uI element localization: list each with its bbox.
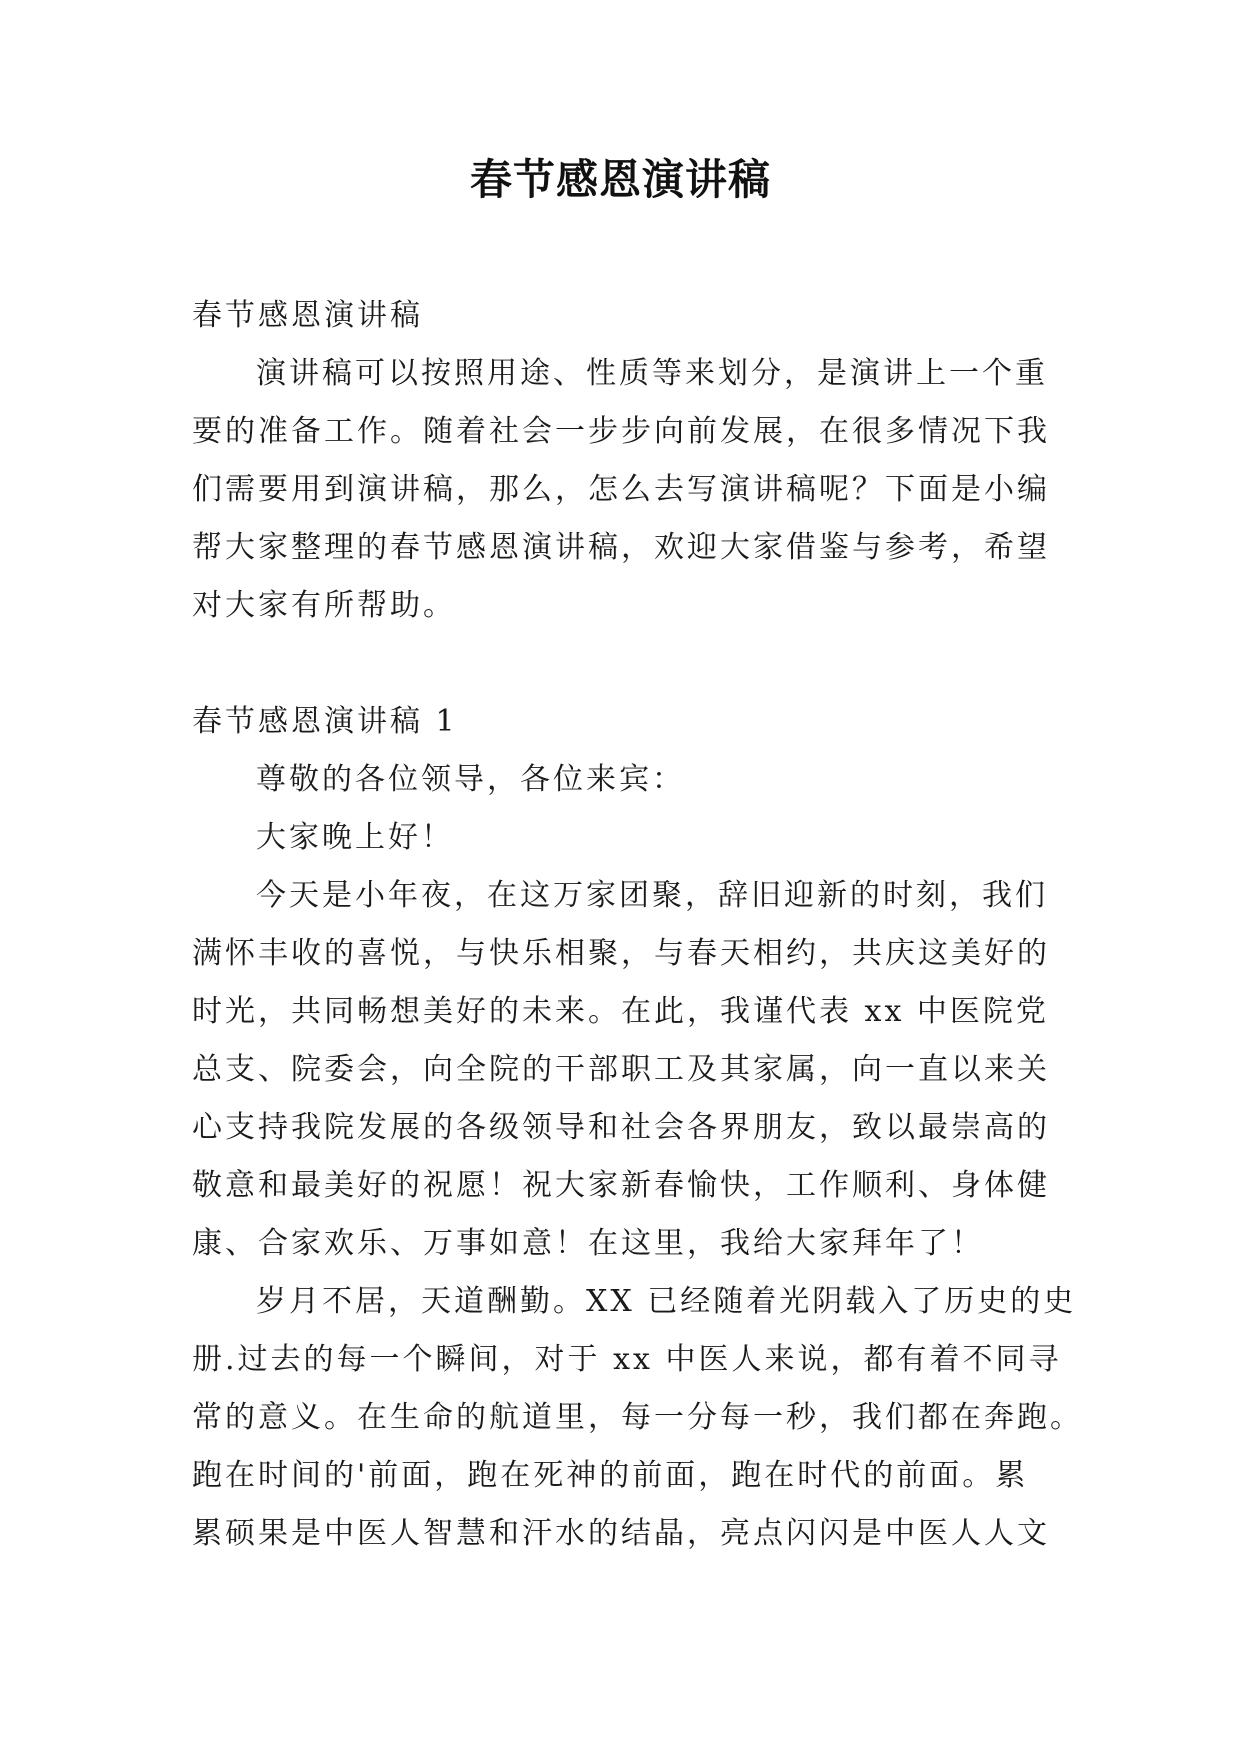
paragraph-line: 总支、院委会，向全院的干部职工及其家属，向一直以来关 (192, 1052, 1050, 1087)
paragraph-line: 敬意和最美好的祝愿！祝大家新春愉快，工作顺利、身体健 (192, 1168, 1050, 1203)
document-body (192, 287, 1083, 1563)
salutation-line: 大家晚上好！ (256, 820, 454, 855)
paragraph-spacer (192, 635, 1052, 693)
greeting-line: 尊敬的各位领导，各位来宾： (256, 762, 685, 797)
document-title: 春节感恩演讲稿 (469, 155, 771, 204)
intro-line: 对大家有所帮助。 (192, 588, 456, 623)
speech-paragraph-1 (192, 867, 1052, 1273)
paragraph-line: 康、合家欢乐、万事如意！在这里，我给大家拜年了！ (192, 1226, 984, 1261)
intro-line: 演讲稿可以按照用途、性质等来划分，是演讲上一个重 (256, 356, 1048, 391)
paragraph-line: 常的意义。在生命的航道里，每一分每一秒，我们都在奔跑。 (192, 1400, 1083, 1435)
paragraph-line: 跑在时间的'前面，跑在死神的前面，跑在时代的前面。累 (192, 1458, 1029, 1493)
paragraph-line: 时光，共同畅想美好的未来。在此，我谨代表 xx 中医院党 (192, 994, 1049, 1029)
paragraph-line: 满怀丰收的喜悦，与快乐相聚，与春天相约，共庆这美好的 (192, 936, 1050, 971)
paragraph-line: 心支持我院发展的各级领导和社会各界朋友，致以最崇高的 (192, 1110, 1050, 1145)
intro-paragraph (192, 345, 1052, 635)
paragraph-line: 册.过去的每一个瞬间，对于 xx 中医人来说，都有着不同寻 (192, 1342, 1062, 1377)
document-subtitle: 春节感恩演讲稿 (192, 298, 423, 333)
section-heading: 春节感恩演讲稿 1 (192, 704, 458, 739)
intro-line: 要的准备工作。随着社会一步步向前发展，在很多情况下我 (192, 414, 1050, 449)
paragraph-line: 今天是小年夜，在这万家团聚，辞旧迎新的时刻，我们 (256, 878, 1048, 913)
speech-paragraph-2 (192, 1273, 1083, 1563)
intro-line: 们需要用到演讲稿，那么，怎么去写演讲稿呢？下面是小编 (192, 472, 1050, 507)
intro-line: 帮大家整理的春节感恩演讲稿，欢迎大家借鉴与参考，希望 (192, 530, 1050, 565)
paragraph-line: 岁月不居，天道酬勤。XX 已经随着光阴载入了历史的史 (256, 1284, 1077, 1319)
paragraph-line: 累硕果是中医人智慧和汗水的结晶，亮点闪闪是中医人人文 (192, 1516, 1050, 1551)
